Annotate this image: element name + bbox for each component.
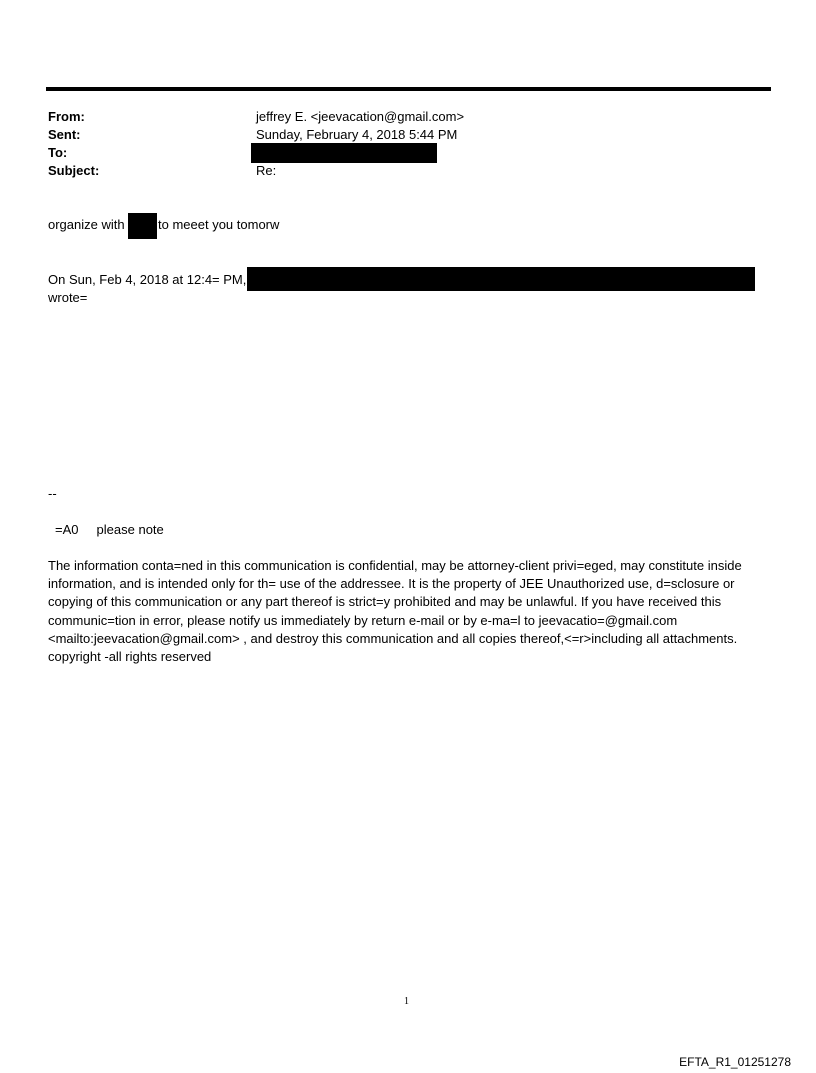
- subject-label: Subject:: [48, 163, 100, 178]
- to-label: To:: [48, 145, 68, 160]
- quote-wrote: wrote=: [48, 290, 88, 305]
- signature-separator: --: [48, 486, 57, 501]
- signature-note: =A0 please note: [55, 522, 164, 537]
- subject-value: Re:: [256, 163, 277, 178]
- sent-label: Sent:: [48, 127, 81, 142]
- quote-intro: On Sun, Feb 4, 2018 at 12:4= PM,: [48, 272, 247, 287]
- from-value: jeffrey E. <jeevacation@gmail.com>: [256, 109, 465, 124]
- header-rule: [46, 87, 771, 91]
- sent-value: Sunday, February 4, 2018 5:44 PM: [256, 127, 458, 142]
- message-line-end: to meeet you tomorw: [158, 217, 280, 232]
- quote-redaction: [247, 267, 755, 291]
- page-number: 1: [404, 996, 409, 1007]
- disclaimer-paragraph: The information conta=ned in this communication is confidential, may be attorney-client privi=eged, may constitute inside information, and is intended only for th= use of the addressee. It is the property of JEE Unauthorized use, d=sclosure or copying of this communication or any part thereof is strict=y prohibited and may be unlawful. If you have received this communic=tion in error, please notify us immediately by return e-mail or by e-ma=l to jeevacatio=@gmail.com <mailto:jeevacation@gmail.com> , and destroy this communication and all copies thereof,<=r>including all attachments. copyright -all rights reserved: [48, 558, 742, 665]
- bates-number: EFTA_R1_01251278: [679, 1055, 791, 1069]
- message-line-start: organize with: [48, 217, 125, 232]
- message-redaction: [128, 213, 157, 239]
- to-redaction: [251, 143, 437, 163]
- from-label: From:: [48, 109, 85, 124]
